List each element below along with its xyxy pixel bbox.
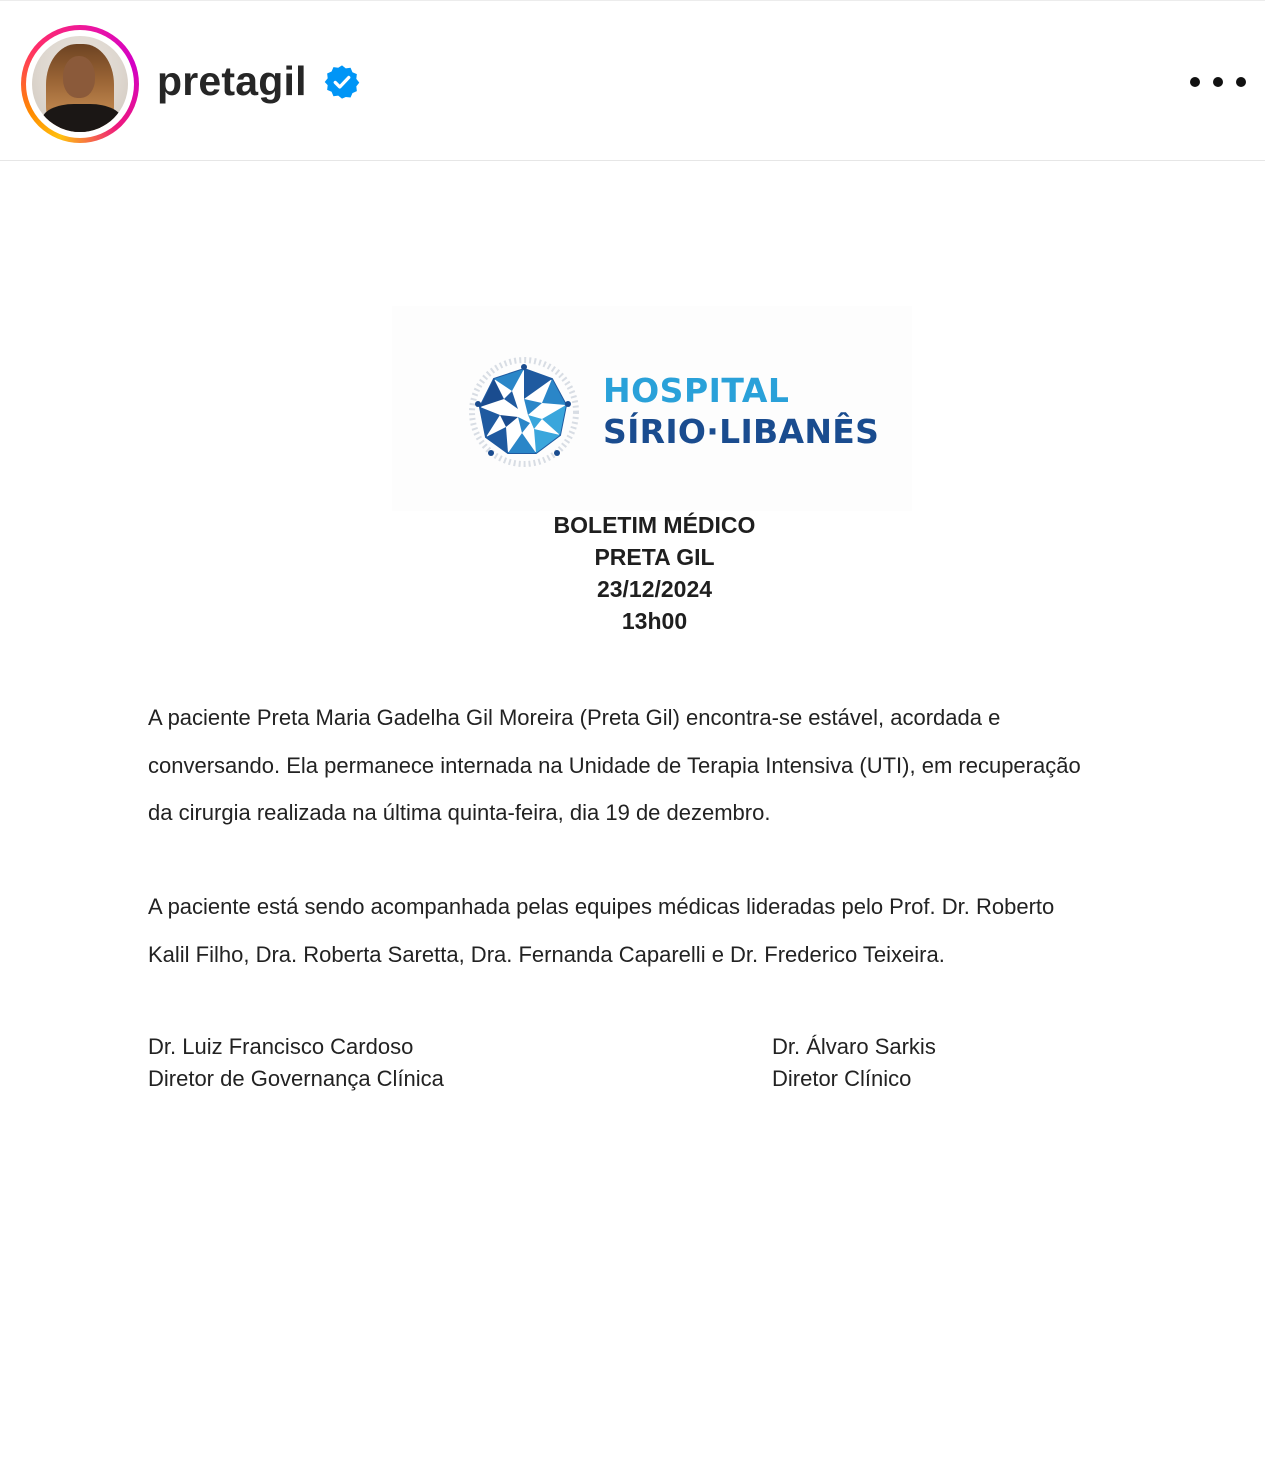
bulletin-date: 23/12/2024 xyxy=(596,576,713,602)
bulletin-heading xyxy=(0,509,1265,637)
signatory-name: Dr. Álvaro Sarkis xyxy=(772,1034,936,1059)
hospital-name-line2: SÍRIO·LIBANÊS xyxy=(603,412,880,451)
signature-right xyxy=(772,1031,936,1095)
hospital-name-line1: HOSPITAL xyxy=(603,371,790,410)
signatory-role: Diretor de Governança Clínica xyxy=(148,1066,444,1091)
post-image[interactable] xyxy=(0,161,1265,1459)
dot-icon xyxy=(1190,77,1200,87)
bulletin-patient: PRETA GIL xyxy=(594,544,715,570)
bulletin-paragraph-2 xyxy=(148,883,1158,978)
avatar[interactable] xyxy=(32,36,128,132)
signatory-role: Diretor Clínico xyxy=(772,1066,912,1091)
bulletin-paragraph-1 xyxy=(148,694,1158,837)
bulletin-time: 13h00 xyxy=(621,608,688,634)
dot-icon xyxy=(1213,77,1223,87)
bulletin-title: BOLETIM MÉDICO xyxy=(553,512,756,538)
verified-badge-icon xyxy=(324,64,360,100)
signatory-name: Dr. Luiz Francisco Cardoso xyxy=(148,1034,414,1059)
paragraph-line: Kalil Filho, Dra. Roberta Saretta, Dra. Fernanda Caparelli e Dr. Frederico Teixeira. xyxy=(148,941,945,967)
paragraph-line: da cirurgia realizada na última quinta-feira, dia 19 de dezembro. xyxy=(148,800,771,825)
username-link[interactable]: pretagil xyxy=(157,58,307,104)
avatar-face-shape xyxy=(63,56,95,98)
avatar-body-shape xyxy=(42,104,122,132)
paragraph-line: A paciente está sendo acompanhada pelas equipes médicas lideradas pelo Prof. Dr. Roberto xyxy=(148,894,1055,919)
more-options-button[interactable] xyxy=(1190,67,1246,97)
avatar-story-ring[interactable] xyxy=(21,25,139,143)
paragraph-line: conversando. Ela permanece internada na Unidade de Terapia Intensiva (UTI), em recuperação xyxy=(148,752,1081,778)
post-header xyxy=(0,0,1265,161)
paragraph-line: A paciente Preta Maria Gadelha Gil Moreira (Preta Gil) encontra-se estável, acordada e xyxy=(148,705,1001,730)
hospital-emblem-icon xyxy=(464,357,584,467)
signature-left xyxy=(148,1031,444,1095)
dot-icon xyxy=(1236,77,1246,87)
avatar-border xyxy=(26,30,134,138)
